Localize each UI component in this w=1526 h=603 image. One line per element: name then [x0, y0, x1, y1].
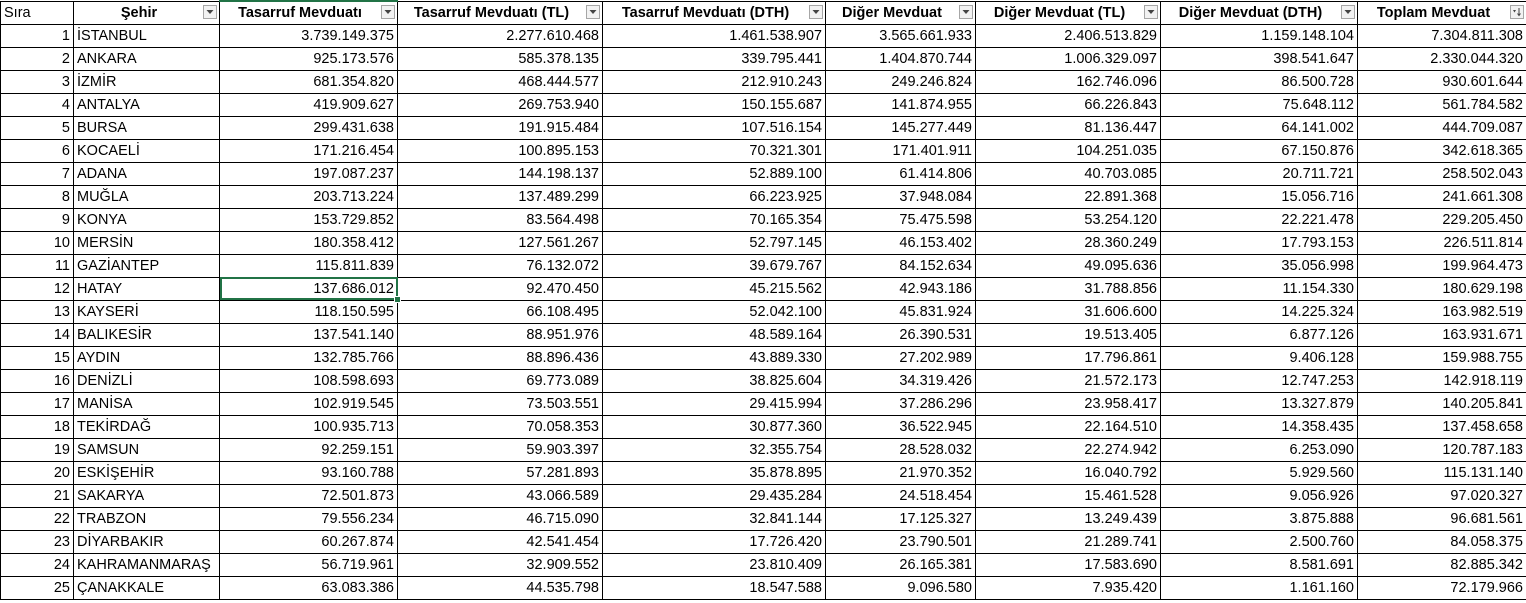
table-row — [1, 346, 1526, 369]
cell-value[interactable]: 585.378.135 — [398, 47, 603, 70]
cell-value[interactable]: 60.267.874 — [220, 530, 398, 553]
cell-value[interactable]: 226.511.814 — [1358, 231, 1526, 254]
table-row — [1, 300, 1526, 323]
cell-rank[interactable]: 23 — [1, 530, 74, 553]
cell-value[interactable]: 2.406.513.829 — [976, 24, 1161, 47]
table-row — [1, 254, 1526, 277]
cell-city[interactable]: ADANA — [74, 162, 220, 185]
cell-value[interactable]: 32.841.144 — [603, 507, 826, 530]
cell-value[interactable]: 1.404.870.744 — [826, 47, 976, 70]
cell-value[interactable]: 26.165.381 — [826, 553, 976, 576]
cell-value[interactable]: 29.435.284 — [603, 484, 826, 507]
cell-value[interactable]: 22.221.478 — [1161, 208, 1358, 231]
cell-value[interactable]: 102.919.545 — [220, 392, 398, 415]
cell-value[interactable]: 92.259.151 — [220, 438, 398, 461]
header-diger-mevduat[interactable] — [826, 1, 976, 24]
header-diger-mevduat-tl[interactable] — [976, 1, 1161, 24]
cell-value[interactable]: 142.918.119 — [1358, 369, 1526, 392]
cell-value[interactable]: 930.601.644 — [1358, 70, 1526, 93]
cell-value[interactable]: 180.629.198 — [1358, 277, 1526, 300]
table-body — [1, 24, 1526, 599]
sort-filter-icon[interactable] — [1510, 5, 1524, 19]
cell-value[interactable]: 20.711.721 — [1161, 162, 1358, 185]
cell-city[interactable]: MERSİN — [74, 231, 220, 254]
cell-value[interactable]: 100.895.153 — [398, 139, 603, 162]
table-row — [1, 116, 1526, 139]
cell-value[interactable]: 9.096.580 — [826, 576, 976, 599]
cell-city[interactable]: BURSA — [74, 116, 220, 139]
cell-city[interactable]: DENİZLİ — [74, 369, 220, 392]
cell-value[interactable]: 21.572.173 — [976, 369, 1161, 392]
header-tasarruf-mevduati-dth[interactable] — [603, 1, 826, 24]
cell-value[interactable]: 96.681.561 — [1358, 507, 1526, 530]
header-label: Tasarruf Mevduatı — [238, 4, 362, 21]
cell-value[interactable]: 44.535.798 — [398, 576, 603, 599]
cell-value[interactable]: 63.083.386 — [220, 576, 398, 599]
cell-value[interactable]: 118.150.595 — [220, 300, 398, 323]
cell-value[interactable]: 140.205.841 — [1358, 392, 1526, 415]
cell-value[interactable]: 16.040.792 — [976, 461, 1161, 484]
header-label: Diğer Mevduat — [842, 4, 942, 21]
cell-value[interactable]: 53.254.120 — [976, 208, 1161, 231]
cell-value[interactable]: 8.581.691 — [1161, 553, 1358, 576]
cell-value[interactable]: 150.155.687 — [603, 93, 826, 116]
cell-city[interactable]: KOCAELİ — [74, 139, 220, 162]
cell-value[interactable]: 24.518.454 — [826, 484, 976, 507]
cell-value[interactable]: 61.414.806 — [826, 162, 976, 185]
table-row — [1, 507, 1526, 530]
cell-value[interactable]: 31.606.600 — [976, 300, 1161, 323]
cell-value[interactable]: 137.541.140 — [220, 323, 398, 346]
cell-value[interactable]: 269.753.940 — [398, 93, 603, 116]
cell-value[interactable]: 59.903.397 — [398, 438, 603, 461]
cell-value[interactable]: 57.281.893 — [398, 461, 603, 484]
cell-value[interactable]: 32.355.754 — [603, 438, 826, 461]
cell-value[interactable]: 115.131.140 — [1358, 461, 1526, 484]
cell-value[interactable]: 70.058.353 — [398, 415, 603, 438]
cell-city[interactable]: KAHRAMANMARAŞ — [74, 553, 220, 576]
table-row — [1, 231, 1526, 254]
cell-value[interactable]: 35.056.998 — [1161, 254, 1358, 277]
cell-value[interactable]: 46.153.402 — [826, 231, 976, 254]
cell-value[interactable]: 36.522.945 — [826, 415, 976, 438]
cell-value[interactable]: 1.161.160 — [1161, 576, 1358, 599]
cell-rank[interactable]: 2 — [1, 47, 74, 70]
cell-value[interactable]: 171.216.454 — [220, 139, 398, 162]
cell-rank[interactable]: 9 — [1, 208, 74, 231]
cell-city[interactable]: MANİSA — [74, 392, 220, 415]
cell-value[interactable]: 46.715.090 — [398, 507, 603, 530]
cell-value[interactable]: 43.066.589 — [398, 484, 603, 507]
cell-rank[interactable]: 22 — [1, 507, 74, 530]
cell-city[interactable]: KAYSERİ — [74, 300, 220, 323]
cell-city[interactable]: BALIKESİR — [74, 323, 220, 346]
header-label: Tasarruf Mevduatı (DTH) — [621, 4, 790, 21]
cell-value[interactable]: 15.461.528 — [976, 484, 1161, 507]
cell-value[interactable]: 3.565.661.933 — [826, 24, 976, 47]
cell-value[interactable]: 83.564.498 — [398, 208, 603, 231]
cell-value[interactable]: 11.154.330 — [1161, 277, 1358, 300]
cell-value[interactable]: 7.935.420 — [976, 576, 1161, 599]
cell-value[interactable]: 342.618.365 — [1358, 139, 1526, 162]
cell-value[interactable]: 419.909.627 — [220, 93, 398, 116]
cell-value[interactable]: 17.793.153 — [1161, 231, 1358, 254]
cell-value[interactable]: 88.951.976 — [398, 323, 603, 346]
cell-value[interactable]: 84.058.375 — [1358, 530, 1526, 553]
cell-value[interactable]: 76.132.072 — [398, 254, 603, 277]
cell-value[interactable]: 12.747.253 — [1161, 369, 1358, 392]
header-sira[interactable] — [1, 1, 74, 24]
cell-value[interactable]: 88.896.436 — [398, 346, 603, 369]
cell-value[interactable]: 14.225.324 — [1161, 300, 1358, 323]
cell-value[interactable]: 6.877.126 — [1161, 323, 1358, 346]
table-row — [1, 369, 1526, 392]
cell-rank[interactable]: 18 — [1, 415, 74, 438]
cell-value[interactable]: 37.286.296 — [826, 392, 976, 415]
cell-value[interactable]: 35.878.895 — [603, 461, 826, 484]
filter-dropdown-icon[interactable] — [381, 5, 395, 19]
cell-value[interactable]: 17.583.690 — [976, 553, 1161, 576]
header-tasarruf-mevduati[interactable] — [220, 1, 398, 24]
filter-dropdown-icon[interactable] — [809, 5, 823, 19]
header-sehir[interactable] — [74, 1, 220, 24]
cell-city[interactable]: HATAY — [74, 277, 220, 300]
cell-value[interactable]: 144.198.137 — [398, 162, 603, 185]
header-toplam-mevduat[interactable] — [1358, 1, 1526, 24]
cell-value[interactable]: 120.787.183 — [1358, 438, 1526, 461]
filter-dropdown-icon[interactable] — [959, 5, 973, 19]
cell-value[interactable]: 70.165.354 — [603, 208, 826, 231]
cell-value[interactable]: 86.500.728 — [1161, 70, 1358, 93]
cell-value[interactable]: 30.877.360 — [603, 415, 826, 438]
cell-rank[interactable]: 16 — [1, 369, 74, 392]
cell-value[interactable]: 162.746.096 — [976, 70, 1161, 93]
cell-value[interactable]: 72.501.873 — [220, 484, 398, 507]
cell-value[interactable]: 84.152.634 — [826, 254, 976, 277]
cell-city[interactable]: GAZİANTEP — [74, 254, 220, 277]
cell-value[interactable]: 104.251.035 — [976, 139, 1161, 162]
cell-value[interactable]: 14.358.435 — [1161, 415, 1358, 438]
cell-city[interactable]: DİYARBAKIR — [74, 530, 220, 553]
cell-value[interactable]: 42.943.186 — [826, 277, 976, 300]
cell-city[interactable]: MUĞLA — [74, 185, 220, 208]
cell-value[interactable]: 145.277.449 — [826, 116, 976, 139]
header-label: Diğer Mevduat (TL) — [993, 4, 1126, 21]
table-row — [1, 461, 1526, 484]
cell-city[interactable]: İZMİR — [74, 70, 220, 93]
cell-rank[interactable]: 20 — [1, 461, 74, 484]
cell-value[interactable]: 258.502.043 — [1358, 162, 1526, 185]
cell-city[interactable]: TRABZON — [74, 507, 220, 530]
cell-value[interactable]: 108.598.693 — [220, 369, 398, 392]
cell-rank[interactable]: 11 — [1, 254, 74, 277]
cell-rank[interactable]: 1 — [1, 24, 74, 47]
cell-value[interactable]: 26.390.531 — [826, 323, 976, 346]
cell-value[interactable]: 153.729.852 — [220, 208, 398, 231]
table-row — [1, 277, 1526, 300]
cell-value[interactable]: 212.910.243 — [603, 70, 826, 93]
cell-value[interactable]: 241.661.308 — [1358, 185, 1526, 208]
fill-handle[interactable] — [394, 296, 401, 303]
cell-value[interactable]: 229.205.450 — [1358, 208, 1526, 231]
cell-value[interactable]: 27.202.989 — [826, 346, 976, 369]
cell-value[interactable]: 37.948.084 — [826, 185, 976, 208]
header-label: Diğer Mevduat (DTH) — [1178, 4, 1323, 21]
cell-rank[interactable]: 8 — [1, 185, 74, 208]
cell-value[interactable]: 52.797.145 — [603, 231, 826, 254]
cell-city[interactable]: İSTANBUL — [74, 24, 220, 47]
header-label: Toplam Mevduat — [1376, 4, 1491, 21]
cell-value[interactable]: 66.108.495 — [398, 300, 603, 323]
cell-rank[interactable]: 3 — [1, 70, 74, 93]
cell-value[interactable]: 2.500.760 — [1161, 530, 1358, 553]
header-label: Şehir — [120, 4, 158, 21]
cell-value[interactable]: 45.831.924 — [826, 300, 976, 323]
cell-rank[interactable]: 17 — [1, 392, 74, 415]
cell-value[interactable]: 93.160.788 — [220, 461, 398, 484]
cell-value[interactable]: 22.274.942 — [976, 438, 1161, 461]
cell-value[interactable]: 13.327.879 — [1161, 392, 1358, 415]
filter-dropdown-icon[interactable] — [1144, 5, 1158, 19]
cell-value[interactable]: 48.589.164 — [603, 323, 826, 346]
cell-value[interactable]: 32.909.552 — [398, 553, 603, 576]
cell-value[interactable]: 127.561.267 — [398, 231, 603, 254]
cell-value[interactable]: 203.713.224 — [220, 185, 398, 208]
cell-value[interactable]: 249.246.824 — [826, 70, 976, 93]
cell-value[interactable]: 56.719.961 — [220, 553, 398, 576]
cell-value[interactable]: 81.136.447 — [976, 116, 1161, 139]
cell-value[interactable]: 1.461.538.907 — [603, 24, 826, 47]
cell-value[interactable]: 159.988.755 — [1358, 346, 1526, 369]
header-tasarruf-mevduati-tl[interactable] — [398, 1, 603, 24]
cell-value[interactable]: 52.889.100 — [603, 162, 826, 185]
cell-value[interactable]: 444.709.087 — [1358, 116, 1526, 139]
table-row — [1, 139, 1526, 162]
cell-value[interactable]: 23.810.409 — [603, 553, 826, 576]
cell-value[interactable]: 49.095.636 — [976, 254, 1161, 277]
cell-value[interactable]: 132.785.766 — [220, 346, 398, 369]
cell-value[interactable]: 199.964.473 — [1358, 254, 1526, 277]
cell-value[interactable]: 398.541.647 — [1161, 47, 1358, 70]
cell-value[interactable]: 22.891.368 — [976, 185, 1161, 208]
table-row — [1, 484, 1526, 507]
table-row — [1, 162, 1526, 185]
cell-city[interactable]: ESKİŞEHİR — [74, 461, 220, 484]
cell-rank[interactable]: 14 — [1, 323, 74, 346]
filter-dropdown-icon[interactable] — [1341, 5, 1355, 19]
table-row — [1, 70, 1526, 93]
header-label: Tasarruf Mevduatı (TL) — [413, 4, 570, 21]
cell-value[interactable]: 31.788.856 — [976, 277, 1161, 300]
table-row — [1, 185, 1526, 208]
cell-value[interactable]: 22.164.510 — [976, 415, 1161, 438]
cell-value[interactable]: 66.226.843 — [976, 93, 1161, 116]
cell-value[interactable]: 21.970.352 — [826, 461, 976, 484]
cell-value[interactable]: 39.679.767 — [603, 254, 826, 277]
cell-rank[interactable]: 19 — [1, 438, 74, 461]
cell-value[interactable]: 64.141.002 — [1161, 116, 1358, 139]
cell-value[interactable]: 1.006.329.097 — [976, 47, 1161, 70]
cell-value[interactable]: 115.811.839 — [220, 254, 398, 277]
cell-value-selected[interactable]: 137.686.012 — [220, 277, 398, 300]
cell-value[interactable]: 21.289.741 — [976, 530, 1161, 553]
cell-value[interactable]: 18.547.588 — [603, 576, 826, 599]
table-row — [1, 415, 1526, 438]
table-row — [1, 438, 1526, 461]
cell-value[interactable]: 137.458.658 — [1358, 415, 1526, 438]
table-row — [1, 323, 1526, 346]
cell-city[interactable]: KONYA — [74, 208, 220, 231]
header-row — [1, 1, 1526, 24]
cell-value[interactable]: 299.431.638 — [220, 116, 398, 139]
cell-value[interactable]: 23.790.501 — [826, 530, 976, 553]
cell-value[interactable]: 34.319.426 — [826, 369, 976, 392]
cell-value[interactable]: 7.304.811.308 — [1358, 24, 1526, 47]
cell-city[interactable]: ÇANAKKALE — [74, 576, 220, 599]
cell-value[interactable]: 97.020.327 — [1358, 484, 1526, 507]
cell-value[interactable]: 1.159.148.104 — [1161, 24, 1358, 47]
cell-value[interactable]: 69.773.089 — [398, 369, 603, 392]
cell-value[interactable]: 2.277.610.468 — [398, 24, 603, 47]
cell-value[interactable]: 3.875.888 — [1161, 507, 1358, 530]
table-row — [1, 47, 1526, 70]
cell-value[interactable]: 23.958.417 — [976, 392, 1161, 415]
cell-value[interactable]: 67.150.876 — [1161, 139, 1358, 162]
cell-value[interactable]: 100.935.713 — [220, 415, 398, 438]
cell-rank[interactable]: 24 — [1, 553, 74, 576]
cell-value[interactable]: 82.885.342 — [1358, 553, 1526, 576]
cell-value[interactable]: 38.825.604 — [603, 369, 826, 392]
cell-value[interactable]: 681.354.820 — [220, 70, 398, 93]
cell-value[interactable]: 925.173.576 — [220, 47, 398, 70]
cell-value[interactable]: 52.042.100 — [603, 300, 826, 323]
cell-value[interactable]: 2.330.044.320 — [1358, 47, 1526, 70]
cell-value[interactable]: 19.513.405 — [976, 323, 1161, 346]
cell-rank[interactable]: 7 — [1, 162, 74, 185]
cell-value[interactable]: 163.982.519 — [1358, 300, 1526, 323]
cell-value[interactable]: 28.360.249 — [976, 231, 1161, 254]
table-row — [1, 576, 1526, 599]
table-row — [1, 392, 1526, 415]
cell-rank[interactable]: 4 — [1, 93, 74, 116]
cell-value[interactable]: 468.444.577 — [398, 70, 603, 93]
cell-value[interactable]: 3.739.149.375 — [220, 24, 398, 47]
cell-value[interactable]: 107.516.154 — [603, 116, 826, 139]
cell-value[interactable]: 9.056.926 — [1161, 484, 1358, 507]
cell-value[interactable]: 163.931.671 — [1358, 323, 1526, 346]
cell-value[interactable]: 9.406.128 — [1161, 346, 1358, 369]
cell-value[interactable]: 561.784.582 — [1358, 93, 1526, 116]
cell-value[interactable]: 45.215.562 — [603, 277, 826, 300]
cell-value[interactable]: 339.795.441 — [603, 47, 826, 70]
cell-value[interactable]: 42.541.454 — [398, 530, 603, 553]
cell-value[interactable]: 15.056.716 — [1161, 185, 1358, 208]
cell-value[interactable]: 180.358.412 — [220, 231, 398, 254]
table-row — [1, 530, 1526, 553]
cell-city[interactable]: ANKARA — [74, 47, 220, 70]
table-row — [1, 553, 1526, 576]
cell-rank[interactable]: 21 — [1, 484, 74, 507]
cell-value[interactable]: 5.929.560 — [1161, 461, 1358, 484]
cell-value[interactable]: 29.415.994 — [603, 392, 826, 415]
cell-value[interactable]: 28.528.032 — [826, 438, 976, 461]
cell-value[interactable]: 40.703.085 — [976, 162, 1161, 185]
cell-value[interactable]: 66.223.925 — [603, 185, 826, 208]
cell-rank[interactable]: 12 — [1, 277, 74, 300]
cell-value[interactable]: 70.321.301 — [603, 139, 826, 162]
cell-rank[interactable]: 10 — [1, 231, 74, 254]
table-row — [1, 93, 1526, 116]
cell-rank[interactable]: 13 — [1, 300, 74, 323]
cell-value[interactable]: 17.726.420 — [603, 530, 826, 553]
cell-city[interactable]: SAMSUN — [74, 438, 220, 461]
cell-value[interactable]: 79.556.234 — [220, 507, 398, 530]
table-row — [1, 208, 1526, 231]
header-label: Sıra — [4, 4, 31, 21]
cell-rank[interactable]: 6 — [1, 139, 74, 162]
cell-value[interactable]: 171.401.911 — [826, 139, 976, 162]
cell-rank[interactable]: 5 — [1, 116, 74, 139]
cell-value[interactable]: 191.915.484 — [398, 116, 603, 139]
cell-rank[interactable]: 25 — [1, 576, 74, 599]
cell-value[interactable]: 72.179.966 — [1358, 576, 1526, 599]
cell-value[interactable]: 43.889.330 — [603, 346, 826, 369]
cell-value[interactable]: 75.475.598 — [826, 208, 976, 231]
table-row — [1, 24, 1526, 47]
cell-value[interactable]: 6.253.090 — [1161, 438, 1358, 461]
header-diger-mevduat-dth[interactable] — [1161, 1, 1358, 24]
cell-value[interactable]: 197.087.237 — [220, 162, 398, 185]
cell-city[interactable]: TEKİRDAĞ — [74, 415, 220, 438]
cell-value[interactable]: 137.489.299 — [398, 185, 603, 208]
cell-value[interactable]: 17.125.327 — [826, 507, 976, 530]
filter-dropdown-icon[interactable] — [586, 5, 600, 19]
cell-rank[interactable]: 15 — [1, 346, 74, 369]
cell-city[interactable]: AYDIN — [74, 346, 220, 369]
cell-value[interactable]: 141.874.955 — [826, 93, 976, 116]
cell-value[interactable]: 92.470.450 — [398, 277, 603, 300]
cell-value[interactable]: 13.249.439 — [976, 507, 1161, 530]
cell-value[interactable]: 75.648.112 — [1161, 93, 1358, 116]
cell-city[interactable]: SAKARYA — [74, 484, 220, 507]
cell-value[interactable]: 73.503.551 — [398, 392, 603, 415]
cell-city[interactable]: ANTALYA — [74, 93, 220, 116]
filter-dropdown-icon[interactable] — [203, 5, 217, 19]
cell-value[interactable]: 17.796.861 — [976, 346, 1161, 369]
